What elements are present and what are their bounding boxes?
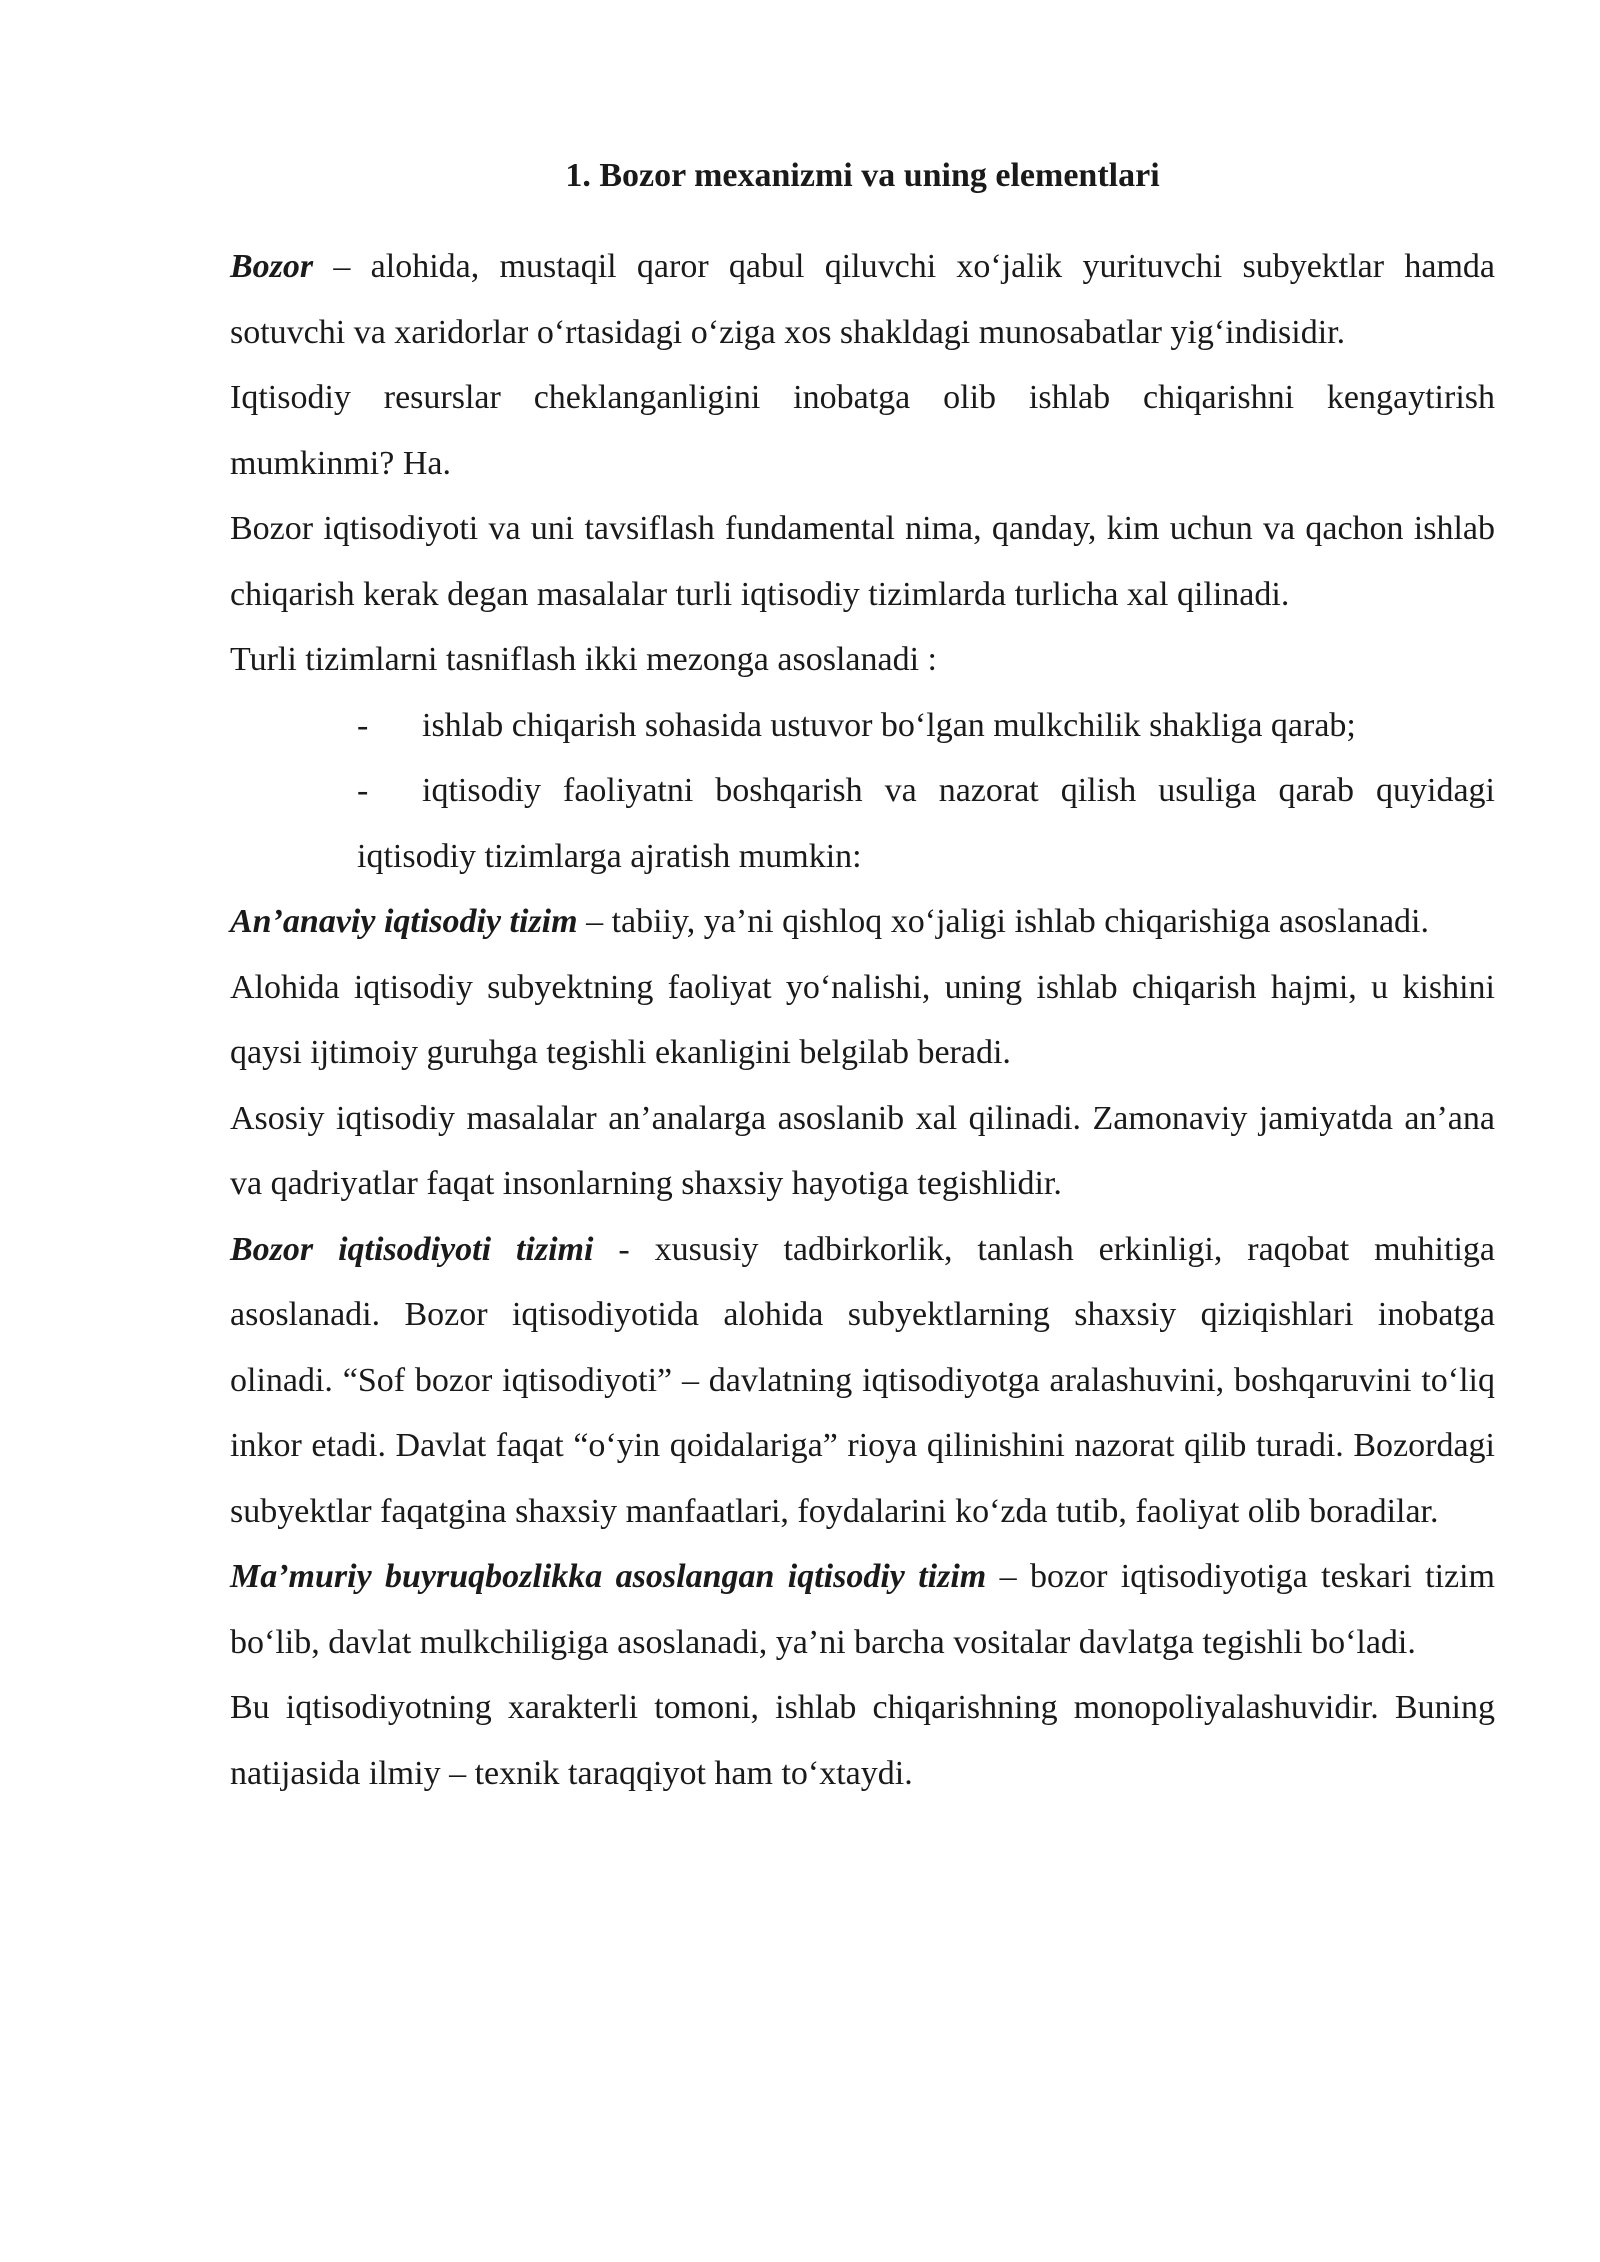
paragraph-text: - xususiy tadbirkorlik, tanlash erkinligi, raqobat muhitiga asoslanadi. Bozor iqtisodiyotida alohida subyektlarning shaxsiy qiziqishlari inobatga olinadi. “Sof bozor iqtisodiyoti” – davlatning iqtisodiyotga aralashuvini, boshqaruvini to‘liq inkor etadi. Davlat faqat “o‘yin qoidalariga” rioya qilinishini nazorat qilib turadi. Bozordagi subyektlar faqatgina shaxsiy manfaatlari, foydalarini ko‘zda tutib, faoliyat olib boradilar. (230, 1230, 1495, 1530)
list-item-text: iqtisodiy faoliyatni boshqarish va nazorat qilish usuliga qarab quyidagi iqtisodiy tizimlarga ajratish mumkin: (357, 772, 1495, 875)
paragraph-monopolization: Bu iqtisodiyotning xarakterli tomoni, ishlab chiqarishning monopoliyalashuvidir. Buning natijasida ilmiy – texnik taraqqiyot ham to‘xtaydi. (230, 1689, 1495, 1792)
paragraph-text: – bozor iqtisodiyotiga teskari tizim bo‘lib, davlat mulkchiligiga asoslanadi, ya’ni barcha vositalar davlatga tegishli bo‘ladi. (230, 1558, 1496, 1661)
term-command-system: Ma’muriy buyruqbozlikka asoslangan iqtisodiy tizim (230, 1558, 987, 1595)
paragraph-command-system (230, 1544, 1495, 1675)
paragraph-subject-activity: Alohida iqtisodiy subyektning faoliyat yo‘nalishi, uning ishlab chiqarish hajmi, u kishini qaysi ijtimoiy guruhga tegishli ekanligini belgilab beradi. (230, 968, 1495, 1071)
paragraph-traditions: Asosiy iqtisodiy masalalar an’analarga asoslanib xal qilinadi. Zamonaviy jamiyatda an’ana va qadriyatlar faqat insonlarning shaxsiy hayotiga tegishlidir. (230, 1099, 1495, 1202)
paragraph-text: – tabiiy, ya’ni qishloq xo‘jaligi ishlab chiqarishiga asoslanadi. (577, 903, 1429, 940)
term-bozor: Bozor (230, 248, 314, 285)
paragraph-classification: Turli tizimlarni tasniflash ikki mezonga asoslanadi : (230, 641, 937, 678)
paragraph-traditional-system (230, 889, 1495, 955)
document-page (230, 150, 1495, 1806)
list-item (357, 758, 1495, 889)
list-dash: - (357, 706, 369, 744)
paragraph-resources-question: Iqtisodiy resurslar cheklanganligini inobatga olib ishlab chiqarishni kengaytirish mumkinmi? Ha. (230, 379, 1495, 482)
paragraph-text: – alohida, mustaqil qaror qabul qiluvchi xo‘jalik yurituvchi subyektlar hamda sotuvchi va xaridorlar o‘rtasidagi o‘ziga xos shakldagi munosabatlar yig‘indisidir. (230, 248, 1495, 351)
criteria-list (230, 693, 1495, 890)
document-title: 1. Bozor mexanizmi va uning elementlari (565, 157, 1160, 194)
term-traditional-system: An’anaviy iqtisodiy tizim (230, 903, 578, 940)
paragraph-market-system (230, 1217, 1495, 1545)
paragraph-market-definition (230, 234, 1495, 365)
paragraph-market-economy: Bozor iqtisodiyoti va uni tavsiflash fundamental nima, qanday, kim uchun va qachon ishlab chiqarish kerak degan masalalar turli iqtisodiy tizimlarda turlicha xal qilinadi. (230, 510, 1495, 613)
list-item-text: ishlab chiqarish sohasida ustuvor bo‘lgan mulkchilik shakliga qarab; (422, 706, 1356, 744)
term-market-system: Bozor iqtisodiyoti tizimi (230, 1230, 594, 1268)
list-item (357, 693, 1495, 759)
list-dash: - (357, 772, 369, 809)
